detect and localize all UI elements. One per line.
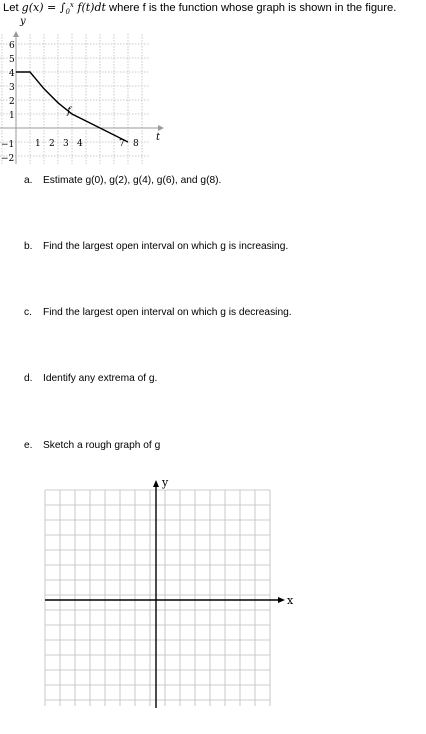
question-label: b. [24, 241, 33, 252]
sketch-y-label: y [162, 476, 169, 489]
y-tick-label: 3 [9, 83, 15, 93]
f-graph-grid [0, 34, 150, 164]
question-label: a. [24, 175, 33, 186]
formula-left: g(x) = ∫ [21, 1, 66, 14]
question-label: e. [24, 440, 33, 451]
y-minus-one-label: −1 [1, 140, 15, 150]
question-text: Sketch a rough graph of g [43, 440, 161, 451]
y-tick-label: 4 [9, 69, 15, 79]
y-tick-label: 2 [9, 97, 15, 107]
y-axis-label: y [20, 16, 26, 27]
y-minus-two-label: −2 [1, 154, 15, 164]
sketch-x-arrow [278, 597, 285, 603]
t-tick-label: 7 [119, 139, 125, 149]
question-a [24, 175, 221, 186]
problem-statement [3, 1, 396, 14]
question-label: c. [24, 307, 32, 318]
sketch-x-label: x [287, 594, 294, 607]
statement-trail: where f is the function whose graph is shown in the figure. [105, 2, 397, 14]
t-tick-label: 3 [63, 139, 69, 149]
t-axis-arrow [158, 125, 164, 131]
question-text: Find the largest open interval on which g is decreasing. [43, 307, 292, 318]
curve-label: f [67, 106, 71, 117]
upper-limit: x [69, 1, 74, 9]
t-tick-label: 4 [77, 139, 83, 149]
y-tick-label: 1 [9, 111, 15, 121]
t-tick-label: 2 [49, 139, 55, 149]
y-axis-arrow [13, 31, 19, 37]
question-e [24, 440, 160, 451]
t-tick-label: 1 [35, 139, 41, 149]
lower-limit: 0 [65, 8, 70, 16]
statement-lead: Let [3, 2, 22, 14]
question-d [24, 373, 157, 384]
sketch-y-arrow [153, 480, 159, 487]
integral-formula [22, 1, 106, 14]
question-c [24, 307, 292, 318]
question-text: Estimate g(0), g(2), g(4), g(6), and g(8). [43, 175, 222, 186]
t-tick-label: 8 [133, 139, 139, 149]
question-label: d. [24, 373, 33, 384]
question-text: Identify any extrema of g. [43, 373, 158, 384]
sketch-grid [0, 470, 310, 715]
question-b [24, 241, 288, 252]
y-tick-label: 6 [9, 41, 15, 51]
question-text: Find the largest open interval on which g is increasing. [43, 241, 289, 252]
t-axis-label: t [156, 132, 161, 143]
y-tick-label: 5 [9, 55, 15, 65]
graph-of-f [0, 14, 170, 164]
formula-right: f(t)dt [73, 1, 106, 14]
sketch-grid-lines [45, 490, 270, 706]
